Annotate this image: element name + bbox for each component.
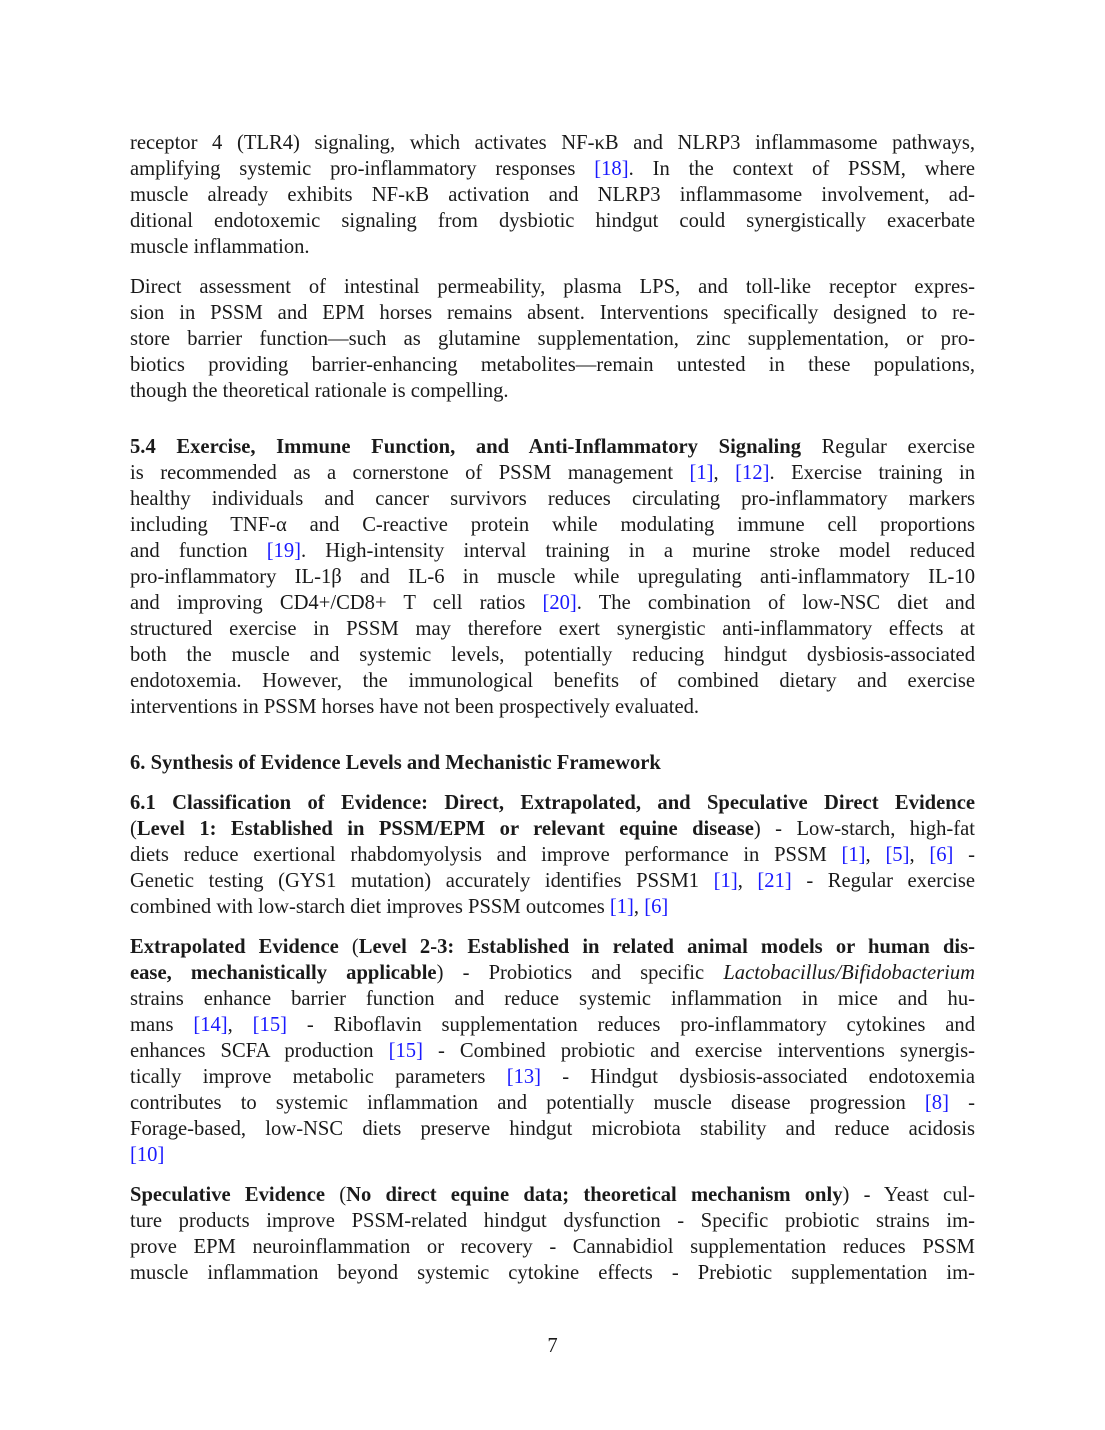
citation-link[interactable]: [6] bbox=[644, 896, 669, 918]
bold-text: Level 1: Established in PSSM/EPM or relevant equine disease bbox=[136, 818, 754, 840]
text-run: , bbox=[737, 870, 758, 892]
document-page bbox=[130, 130, 975, 1286]
text-run: strains enhance barrier function and reduce systemic inflammation in mice and hu- bbox=[130, 988, 975, 1010]
text-run: - bbox=[948, 1092, 975, 1114]
text-line bbox=[130, 208, 975, 234]
text-run: and improving CD4+/CD8+ T cell ratios bbox=[130, 592, 543, 614]
text-line bbox=[130, 986, 975, 1012]
citation-link[interactable]: [1] bbox=[841, 844, 866, 866]
section-heading-6: 6. Synthesis of Evidence Levels and Mechanistic Framework bbox=[130, 752, 661, 774]
text-line bbox=[130, 234, 975, 260]
paragraph-extrapolated-evidence bbox=[130, 934, 975, 1168]
text-line bbox=[130, 326, 975, 352]
bold-text: Speculative Evidence bbox=[130, 1184, 325, 1206]
text-run: receptor 4 (TLR4) signaling, which activates NF-κB and NLRP3 inflammasome pathways, bbox=[130, 132, 975, 154]
bold-text: 5.4 Exercise, Immune Function, and Anti-Inflammatory Signaling bbox=[130, 436, 802, 458]
bold-text: Direct Evidence bbox=[824, 792, 976, 814]
text-run: including TNF-α and C-reactive protein while modulating immune cell proportions bbox=[130, 514, 975, 536]
text-run: though the theoretical rationale is compelling. bbox=[130, 380, 509, 402]
citation-link[interactable]: [21] bbox=[757, 870, 792, 892]
citation-link[interactable]: [15] bbox=[252, 1014, 287, 1036]
bold-text: Extrapolated Evidence bbox=[130, 936, 339, 958]
text-run: both the muscle and systemic levels, potentially reducing hindgut dysbiosis-associated bbox=[130, 644, 975, 666]
text-run: structured exercise in PSSM may therefore exert synergistic anti-inflammatory effects at bbox=[130, 618, 975, 640]
text-line bbox=[130, 616, 975, 642]
paragraph-speculative-evidence bbox=[130, 1182, 975, 1286]
text-line bbox=[130, 1064, 975, 1090]
citation-link[interactable]: [1] bbox=[609, 896, 634, 918]
text-run: Forage-based, low-NSC diets preserve hindgut microbiota stability and reduce acidosis bbox=[130, 1118, 975, 1140]
citation-link[interactable]: [10] bbox=[130, 1144, 165, 1166]
text-run: , bbox=[227, 1014, 253, 1036]
paragraph-endotoxemia bbox=[130, 130, 975, 260]
text-run bbox=[808, 792, 824, 814]
citation-link[interactable]: [19] bbox=[266, 540, 301, 562]
text-run: sion in PSSM and EPM horses remains absent. Interventions specifically designed to re- bbox=[130, 302, 975, 324]
text-run: ditional endotoxemic signaling from dysbiotic hindgut could synergistically exacerbate bbox=[130, 210, 975, 232]
text-run: Direct assessment of intestinal permeability, plasma LPS, and toll-like receptor expres- bbox=[130, 276, 975, 298]
text-line bbox=[130, 642, 975, 668]
text-run: ( bbox=[324, 1184, 347, 1206]
text-line bbox=[130, 378, 975, 404]
text-line bbox=[130, 1182, 975, 1208]
citation-link[interactable]: [12] bbox=[735, 462, 770, 484]
text-line bbox=[130, 1142, 975, 1168]
text-line bbox=[130, 1038, 975, 1064]
text-line bbox=[130, 960, 975, 986]
text-line bbox=[130, 842, 975, 868]
text-run: , bbox=[633, 896, 645, 918]
text-run: combined with low-starch diet improves PSSM outcomes bbox=[130, 896, 610, 918]
text-line bbox=[130, 790, 975, 816]
citation-link[interactable]: [13] bbox=[506, 1066, 542, 1088]
spacer bbox=[130, 720, 975, 750]
text-run: muscle inflammation beyond systemic cytokine effects - Prebiotic supplementation im- bbox=[130, 1262, 975, 1284]
text-run: - Combined probiotic and exercise interventions synergis- bbox=[422, 1040, 976, 1062]
text-run: . In the context of PSSM, where bbox=[628, 158, 975, 180]
text-line bbox=[130, 1234, 975, 1260]
text-run: tically improve metabolic parameters bbox=[130, 1066, 507, 1088]
text-run: enhances SCFA production bbox=[130, 1040, 389, 1062]
citation-link[interactable]: [6] bbox=[929, 844, 954, 866]
text-run: , bbox=[909, 844, 930, 866]
text-run: , bbox=[865, 844, 886, 866]
bold-text: 6.1 Classification of Evidence: Direct, Extrapolated, and Speculative bbox=[130, 792, 808, 814]
text-run: muscle inflammation. bbox=[130, 236, 310, 258]
text-run: interventions in PSSM horses have not been prospectively evaluated. bbox=[130, 696, 700, 718]
spacer bbox=[130, 920, 975, 934]
bold-text: No direct equine data; theoretical mechanism only bbox=[346, 1184, 843, 1206]
citation-link[interactable]: [14] bbox=[193, 1014, 228, 1036]
section-5-4-exercise-immune bbox=[130, 434, 975, 720]
page-number: 7 bbox=[547, 1335, 558, 1357]
text-run: healthy individuals and cancer survivors reduces circulating pro-inflammatory markers bbox=[130, 488, 975, 510]
text-run: prove EPM neuroinflammation or recovery - Cannabidiol supplementation reduces PSSM bbox=[130, 1236, 975, 1258]
citation-link[interactable]: [20] bbox=[542, 592, 577, 614]
text-line bbox=[130, 538, 975, 564]
spacer bbox=[130, 404, 975, 434]
text-run: Regular exercise bbox=[801, 436, 975, 458]
text-run: endotoxemia. However, the immunological benefits of combined dietary and exercise bbox=[130, 670, 975, 692]
text-line bbox=[130, 1012, 975, 1038]
text-run: ) - Probiotics and specific bbox=[436, 962, 724, 984]
text-line bbox=[130, 868, 975, 894]
text-line bbox=[130, 274, 975, 300]
bold-text: ease, mechanistically applicable bbox=[130, 962, 437, 984]
text-line bbox=[130, 486, 975, 512]
spacer bbox=[130, 1168, 975, 1182]
text-run: - bbox=[953, 844, 975, 866]
text-line bbox=[130, 300, 975, 326]
text-line bbox=[130, 512, 975, 538]
text-run: ( bbox=[130, 818, 137, 840]
citation-link[interactable]: [15] bbox=[388, 1040, 423, 1062]
text-line bbox=[130, 352, 975, 378]
citation-link[interactable]: [18] bbox=[594, 158, 629, 180]
text-run: Genetic testing (GYS1 mutation) accurately identifies PSSM1 bbox=[130, 870, 714, 892]
spacer bbox=[130, 776, 975, 790]
text-run: - Riboflavin supplementation reduces pro-inflammatory cytokines and bbox=[286, 1014, 976, 1036]
text-run: ( bbox=[338, 936, 359, 958]
text-run: biotics providing barrier-enhancing metabolites—remain untested in these populations, bbox=[130, 354, 975, 376]
text-line bbox=[130, 182, 975, 208]
citation-link[interactable]: [5] bbox=[885, 844, 910, 866]
text-run: . High-intensity interval training in a murine stroke model reduced bbox=[301, 540, 975, 562]
text-line bbox=[130, 1208, 975, 1234]
text-run: . Exercise training in bbox=[769, 462, 976, 484]
text-line bbox=[130, 1090, 975, 1116]
text-run: ture products improve PSSM-related hindgut dysfunction - Specific probiotic strains im- bbox=[130, 1210, 975, 1232]
text-run: and function bbox=[130, 540, 267, 562]
text-run: diets reduce exertional rhabdomyolysis and improve performance in PSSM bbox=[130, 844, 842, 866]
text-line bbox=[130, 934, 975, 960]
text-run: ) - Yeast cul- bbox=[842, 1184, 975, 1206]
text-line bbox=[130, 894, 975, 920]
paragraph-barrier-function bbox=[130, 274, 975, 404]
spacer bbox=[130, 260, 975, 274]
text-line bbox=[130, 460, 975, 486]
text-run: . The combination of low-NSC diet and bbox=[576, 592, 975, 614]
text-run: contributes to systemic inflammation and potentially muscle disease progression bbox=[130, 1092, 925, 1114]
text-line bbox=[130, 434, 975, 460]
text-run: - Regular exercise bbox=[791, 870, 975, 892]
text-line bbox=[130, 590, 975, 616]
text-line bbox=[130, 694, 975, 720]
text-run: - Hindgut dysbiosis-associated endotoxemia bbox=[541, 1066, 976, 1088]
citation-link[interactable]: [8] bbox=[924, 1092, 949, 1114]
text-run: ) - Low-starch, high-fat bbox=[753, 818, 975, 840]
bold-text: Level 2-3: Established in related animal models or human dis- bbox=[358, 936, 975, 958]
text-line bbox=[130, 130, 975, 156]
text-run: muscle already exhibits NF-κB activation and NLRP3 inflammasome involvement, ad- bbox=[130, 184, 975, 206]
text-line bbox=[130, 668, 975, 694]
text-line bbox=[130, 1116, 975, 1142]
text-run: pro-inflammatory IL-1β and IL-6 in muscle while upregulating anti-inflammatory IL-10 bbox=[130, 566, 975, 588]
text-line bbox=[130, 1260, 975, 1286]
text-line bbox=[130, 564, 975, 590]
text-line bbox=[130, 156, 975, 182]
text-run: is recommended as a cornerstone of PSSM management bbox=[130, 462, 690, 484]
citation-link[interactable]: [1] bbox=[689, 462, 714, 484]
section-6-1-direct-evidence bbox=[130, 790, 975, 920]
italic-text: Lactobacillus/Bifidobacterium bbox=[723, 962, 976, 984]
citation-link[interactable]: [1] bbox=[713, 870, 738, 892]
text-run: mans bbox=[130, 1014, 194, 1036]
text-run: amplifying systemic pro-inflammatory responses bbox=[130, 158, 595, 180]
text-line bbox=[130, 816, 975, 842]
text-run: store barrier function—such as glutamine supplementation, zinc supplementation, or pro- bbox=[130, 328, 975, 350]
text-run: , bbox=[713, 462, 736, 484]
